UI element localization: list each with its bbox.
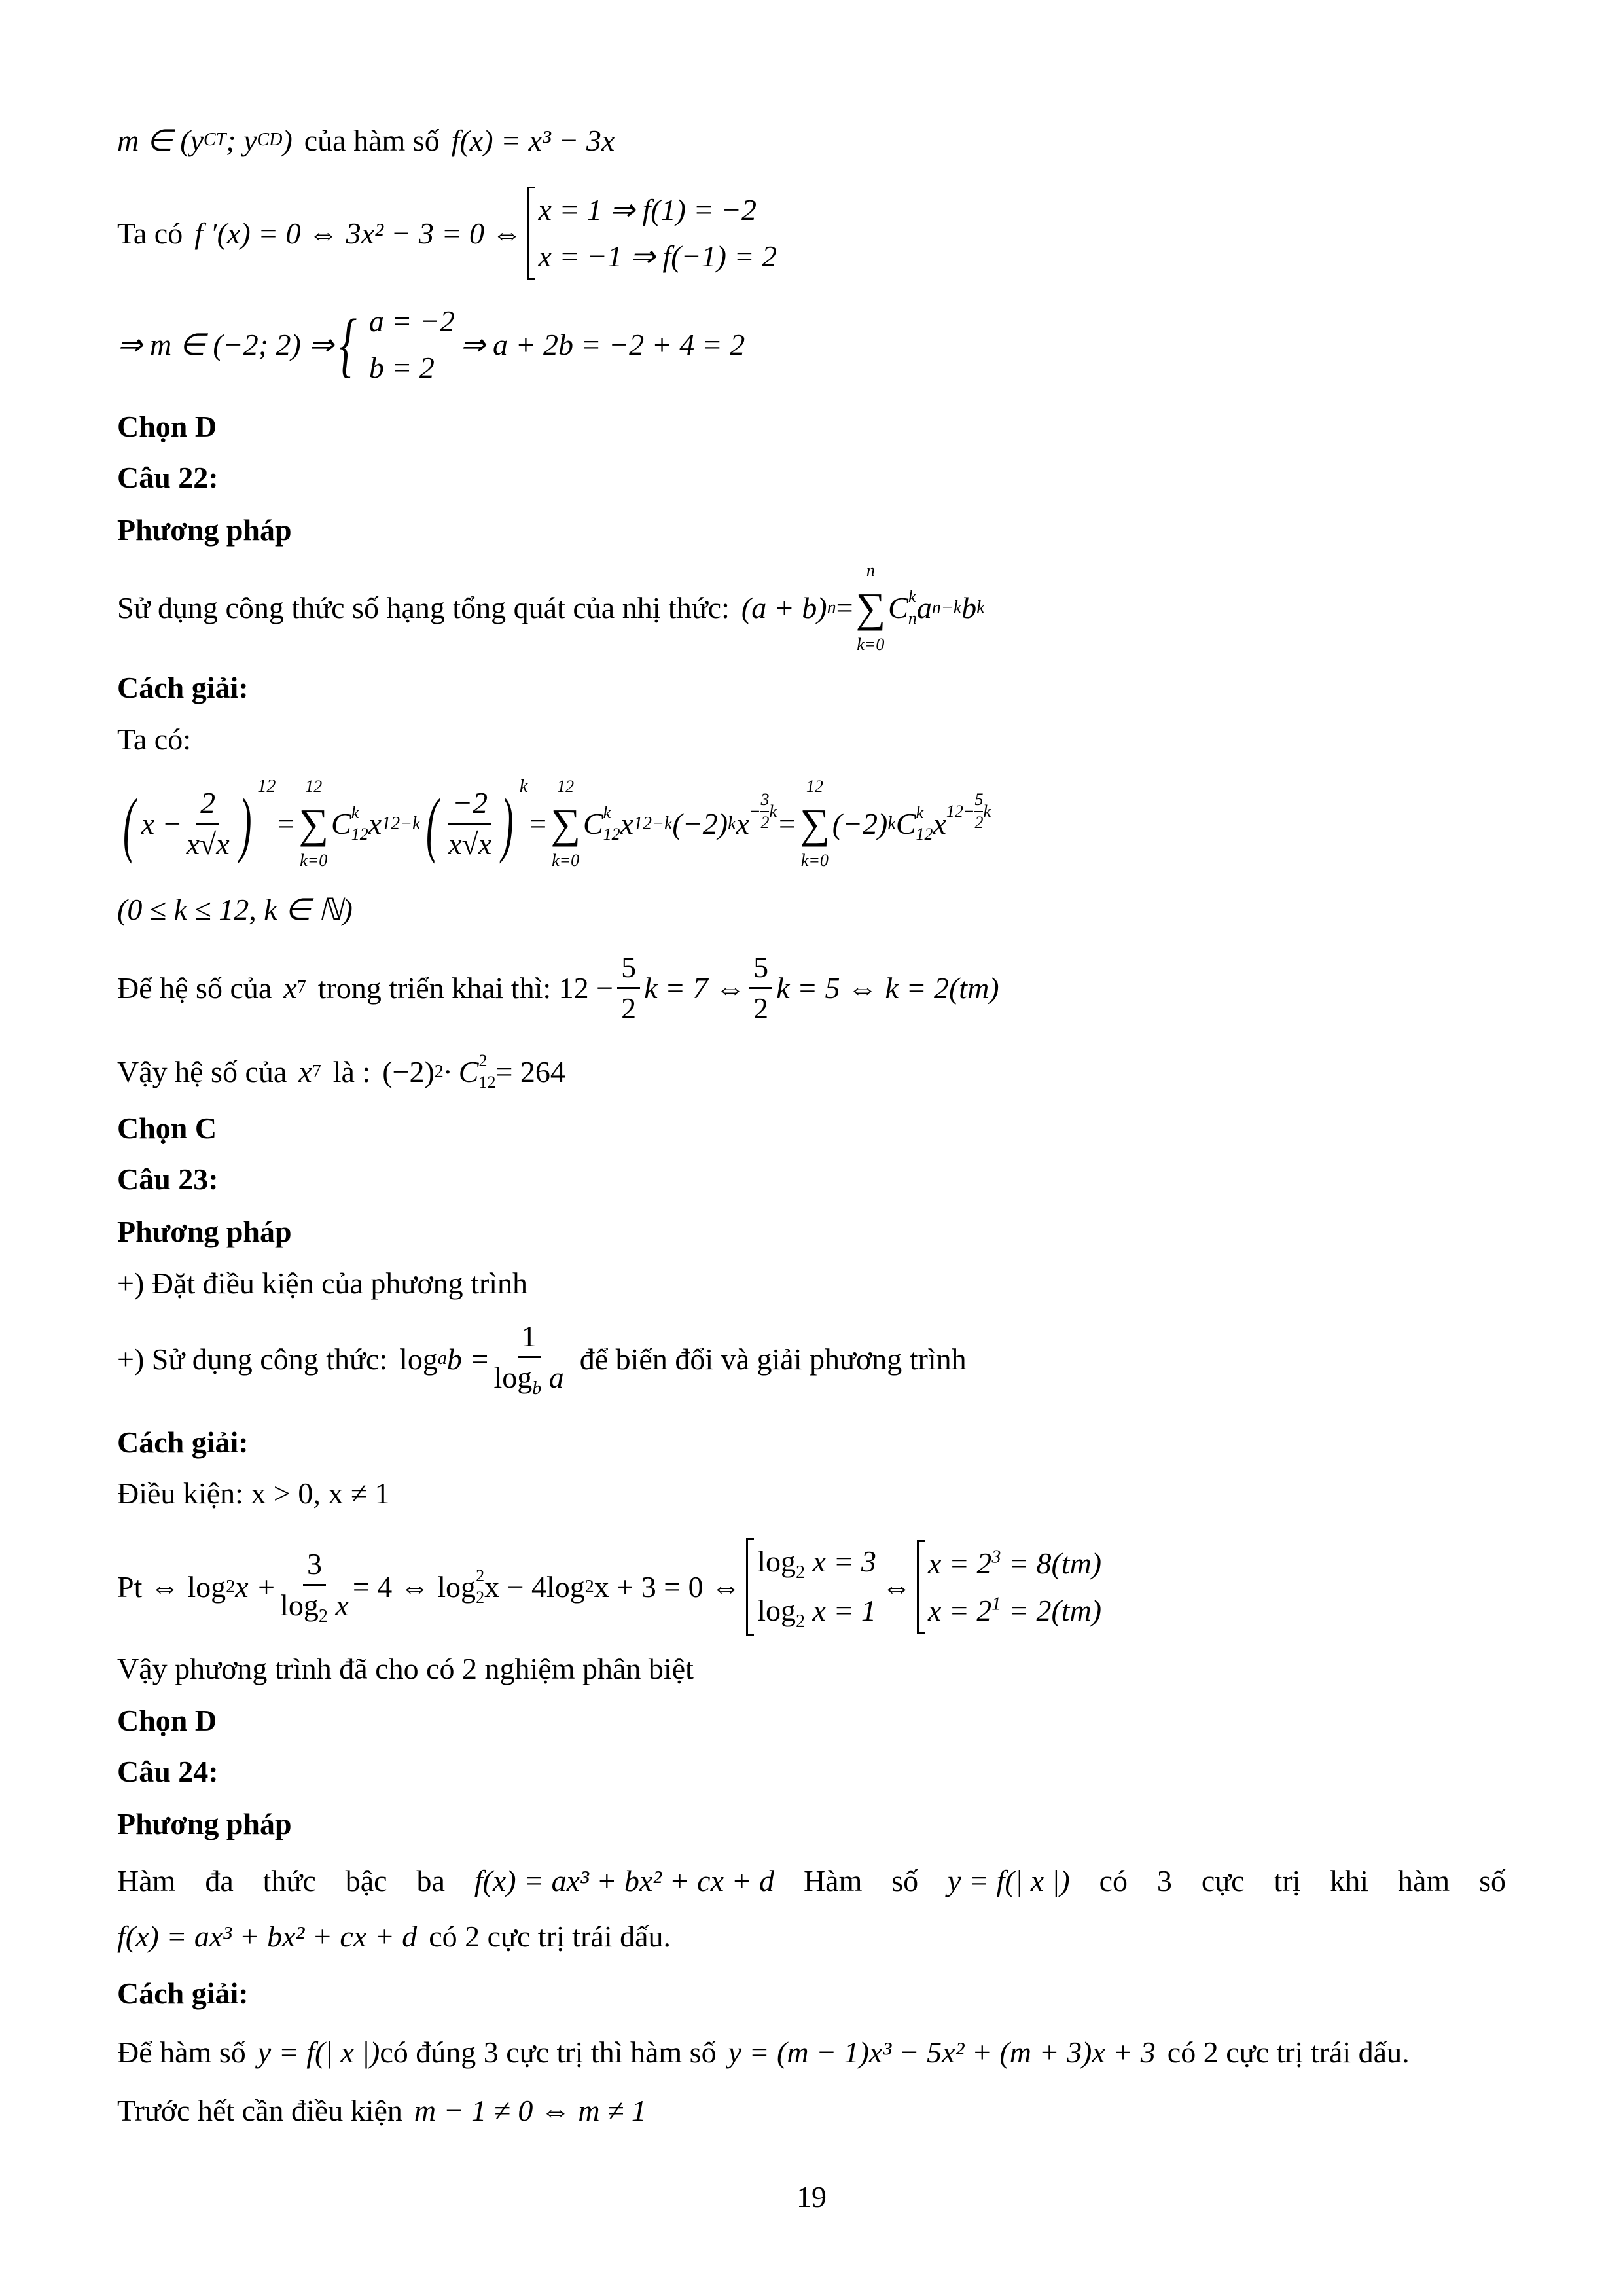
math: f(x) = ax³ + bx² + cx + d <box>117 1920 418 1953</box>
math: ) <box>282 123 293 157</box>
question-heading: Câu 22: <box>117 461 219 494</box>
math: x = 2 <box>927 1547 992 1581</box>
math: x <box>368 807 382 840</box>
sigma: ∑ <box>800 800 830 847</box>
text: Sử dụng công thức số hạng tổng quát của nhị thức: <box>117 591 730 624</box>
line-binomial-formula <box>117 560 985 655</box>
numerator: 5 <box>974 789 983 812</box>
math: C <box>888 591 908 624</box>
math-sub: 12 <box>478 1072 496 1092</box>
word: đa <box>205 1864 234 1897</box>
word: số <box>1479 1864 1506 1897</box>
math: b <box>961 591 977 624</box>
math-sub: a <box>437 1348 447 1369</box>
math: y = f(| x |) <box>257 2036 380 2069</box>
math-sup: 1 <box>991 1594 1001 1615</box>
math: x − 4log <box>484 1570 585 1604</box>
math-sub: 2 <box>795 1562 805 1583</box>
math: = 4 ⇔ log <box>352 1570 476 1604</box>
math: m − 1 ≠ 0 ⇔ m ≠ 1 <box>414 2094 647 2127</box>
denominator: x√x <box>186 827 230 861</box>
answer-label: Chọn D <box>117 1704 217 1737</box>
word: khi <box>1330 1864 1369 1897</box>
text-line: Ta có: <box>117 723 192 756</box>
math-sub: 2 <box>795 1611 805 1632</box>
denominator: 2 <box>974 812 984 832</box>
answer-label: Chọn C <box>117 1111 217 1145</box>
math-sup: n−k <box>931 597 962 618</box>
math: b = 2 <box>368 351 435 385</box>
section-heading: Cách giải: <box>117 1977 249 2010</box>
sum <box>856 560 886 655</box>
math-sup: 3 <box>991 1547 1001 1568</box>
word: Hàm <box>803 1864 863 1897</box>
math: (−2) <box>832 807 888 840</box>
math: x <box>283 971 297 1005</box>
denominator: 2 <box>753 991 769 1025</box>
math-sup: 2 <box>476 1566 485 1586</box>
math-sup: k <box>887 813 896 834</box>
bracket-system <box>527 187 777 280</box>
text: Ta có <box>117 216 183 250</box>
math-sup: 12 <box>257 776 276 797</box>
math: a <box>916 591 932 624</box>
math-sub: n <box>908 608 917 628</box>
math-sup: k <box>351 803 359 822</box>
math-sup: k <box>908 587 916 606</box>
line-coefficient-result <box>117 1050 565 1093</box>
math-sub: 2 <box>226 1576 236 1597</box>
math-sub: 2 <box>476 1587 485 1607</box>
word: thức <box>262 1864 316 1897</box>
math-sup: k <box>916 803 924 822</box>
math: y = (m − 1)x³ − 5x² + (m + 3)x + 3 <box>728 2036 1156 2069</box>
math: x <box>933 807 946 840</box>
sigma: ∑ <box>855 584 886 631</box>
math-sup: k <box>519 776 528 797</box>
math-sub: 2 <box>318 1606 328 1627</box>
math: y = f(| x |) <box>948 1864 1070 1897</box>
word: Hàm <box>117 1864 176 1897</box>
math-sup: k <box>603 803 611 822</box>
math: f(x) = x³ − 3x <box>451 123 615 157</box>
numerator: 3 <box>760 789 769 812</box>
math: m ∈ (y <box>117 124 204 157</box>
math: x = 3 <box>804 1545 876 1578</box>
sum-lower: k=0 <box>552 850 580 870</box>
expansion-formula: ( x − $\frac{2}{x√x}$ ) $^{12}$ = 12 ∑ k=0 C k 12 x 12−k ( $\frac{-2}{x√x}$ ) $^k$ = 12 ∑ k=0 C k 12 x 12−k (−2) k x − $\frac{3}{2}$ k = 12 ∑ k=0 (−2) k C k 12 x 12− $\frac{5}{2}$ k <box>117 776 991 871</box>
math: C <box>582 807 603 840</box>
math-sup: − <box>749 801 761 821</box>
sum-upper: n <box>866 561 875 580</box>
text-line: Vậy phương trình đã cho có 2 nghiệm phân biệt <box>117 1652 694 1685</box>
numerator: 5 <box>617 948 640 989</box>
math: log <box>493 1360 533 1394</box>
line-log-formula <box>117 1317 967 1401</box>
math-sub: CT <box>204 130 226 150</box>
math: = <box>777 807 798 840</box>
math: C <box>331 807 351 840</box>
line-derivative <box>117 187 782 280</box>
math: x <box>736 807 749 840</box>
math-sup: 12−k <box>382 813 421 834</box>
math: k = 5 ⇔ k = 2(tm) <box>776 971 999 1005</box>
math: x = 1 <box>804 1593 876 1627</box>
math-sub: 2 <box>584 1576 594 1597</box>
text-line <box>117 2035 1410 2070</box>
math-sup: 12− <box>946 801 975 821</box>
numerator: 1 <box>518 1317 541 1358</box>
math-sub: b <box>532 1378 542 1399</box>
text: Để hàm số <box>117 2036 246 2069</box>
math-sub: 12 <box>351 824 368 844</box>
math-sub: CD <box>257 130 283 150</box>
math: b = <box>446 1342 490 1376</box>
math: log <box>757 1593 796 1627</box>
math-sup: k <box>976 597 985 618</box>
math-sub: 12 <box>916 824 933 844</box>
word: có <box>1099 1864 1128 1897</box>
math-sup: 7 <box>296 977 306 998</box>
bracket-system <box>917 1540 1101 1634</box>
text: có 2 cực trị trái dấu. <box>1167 2036 1410 2069</box>
math: · C <box>443 1055 479 1088</box>
math: x − <box>141 807 183 840</box>
math: x <box>327 1588 349 1623</box>
math: log <box>280 1588 319 1623</box>
denominator: 2 <box>760 812 770 832</box>
math: (−2) <box>382 1055 435 1088</box>
text: Vậy hệ số của <box>117 1055 287 1088</box>
math: x + 3 = 0 ⇔ <box>594 1570 741 1604</box>
page-number: 19 <box>796 2180 827 2214</box>
sum-upper: 12 <box>806 777 823 796</box>
text: của hàm số <box>304 123 440 157</box>
denominator: x√x <box>448 827 492 861</box>
text: Để hệ số của <box>117 971 272 1005</box>
math: ⇒ m ∈ (−2; 2) ⇒ <box>117 328 334 362</box>
question-heading: Câu 24: <box>117 1755 219 1788</box>
math: x <box>298 1055 312 1088</box>
justified-line <box>117 1863 1506 1898</box>
bracket-system <box>746 1538 876 1636</box>
word: cực <box>1201 1864 1245 1897</box>
text-line <box>117 2093 647 2128</box>
condition: (0 ≤ k ≤ 12, k ∈ ℕ) <box>117 893 353 926</box>
word: ba <box>416 1864 445 1897</box>
math: x = −1 ⇒ f(−1) = 2 <box>538 240 777 274</box>
math-sup: 12−k <box>633 813 673 834</box>
text: +) Sử dụng công thức: <box>117 1342 388 1376</box>
word: số <box>891 1864 919 1897</box>
text: Trước hết cần điều kiện <box>117 2094 402 2127</box>
math: x = 2 <box>927 1593 992 1627</box>
section-heading: Phương pháp <box>117 513 292 547</box>
condition: Điều kiện: x > 0, x ≠ 1 <box>117 1477 390 1510</box>
sigma: ∑ <box>550 800 580 847</box>
word: bậc <box>345 1864 387 1897</box>
math-sup: k <box>769 801 777 821</box>
math: C <box>895 807 916 840</box>
section-heading: Cách giải: <box>117 1426 249 1459</box>
answer-label: Chọn D <box>117 410 217 443</box>
word: 3 <box>1156 1864 1172 1897</box>
numerator: 5 <box>749 948 772 989</box>
math: k = 7 ⇔ <box>644 971 746 1005</box>
text: để biến đổi và giải phương trình <box>579 1342 967 1376</box>
math-sup: k <box>728 813 736 834</box>
denominator: 2 <box>621 991 637 1025</box>
sum-lower: k=0 <box>300 850 328 870</box>
section-heading: Phương pháp <box>117 1807 292 1840</box>
math: = <box>527 807 548 840</box>
word: trị <box>1274 1864 1301 1897</box>
brace-system <box>369 298 455 391</box>
math-sup: 7 <box>312 1061 321 1082</box>
math: a = −2 <box>368 304 455 338</box>
math-sub: 12 <box>603 824 620 844</box>
text-line: +) Đặt điều kiện của phương trình <box>117 1266 528 1300</box>
math: (−2) <box>672 807 728 840</box>
sigma: ∑ <box>298 800 329 847</box>
math-sup: 2 <box>434 1061 444 1082</box>
line-coefficient-condition <box>117 948 999 1028</box>
text: có 2 cực trị trái dấu. <box>429 1920 671 1953</box>
math: ; y <box>226 123 257 157</box>
math: = <box>276 807 296 840</box>
math: x = 1 ⇒ f(1) = −2 <box>538 193 757 226</box>
math: = 264 <box>495 1055 565 1088</box>
sum-lower: k=0 <box>800 850 829 870</box>
math: log <box>757 1545 796 1578</box>
math: ⇔ <box>881 1570 912 1604</box>
word: hàm <box>1397 1864 1450 1897</box>
question-heading: Câu 23: <box>117 1162 219 1196</box>
math: f(x) = ax³ + bx² + cx + d <box>474 1864 775 1897</box>
sum-upper: 12 <box>557 777 575 796</box>
numerator: 2 <box>196 783 219 825</box>
math: = <box>836 591 853 624</box>
math-sup: 2 <box>478 1051 488 1070</box>
math: = 8(tm) <box>1001 1547 1102 1581</box>
text: là : <box>332 1055 371 1088</box>
line-m-interval <box>117 122 615 158</box>
brace: { <box>339 304 357 385</box>
sum-lower: k=0 <box>857 634 885 654</box>
text: trong triển khai thì: 12 − <box>317 971 614 1005</box>
math: a <box>541 1360 564 1394</box>
text: có đúng 3 cực trị thì hàm số <box>380 2036 717 2069</box>
math: = 2(tm) <box>1001 1593 1102 1627</box>
sum-upper: 12 <box>305 777 323 796</box>
math: Pt ⇔ log <box>117 1570 226 1604</box>
math-sup: k <box>983 801 991 821</box>
math: ⇒ a + 2b = −2 + 4 = 2 <box>459 328 745 362</box>
math: f ′(x) = 0 ⇔ 3x² − 3 = 0 ⇔ <box>194 216 522 250</box>
numerator: 3 <box>303 1545 326 1586</box>
text-line <box>117 1919 671 1954</box>
numerator: −2 <box>448 783 491 825</box>
math: x + <box>235 1570 277 1604</box>
math: log <box>399 1342 438 1376</box>
math: x <box>620 807 634 840</box>
line-conclusion <box>117 298 745 391</box>
section-heading: Phương pháp <box>117 1215 292 1248</box>
section-heading: Cách giải: <box>117 671 249 704</box>
math: (a + b) <box>741 591 827 624</box>
line-log-equation <box>117 1538 1107 1636</box>
math-sup: n <box>827 597 836 618</box>
